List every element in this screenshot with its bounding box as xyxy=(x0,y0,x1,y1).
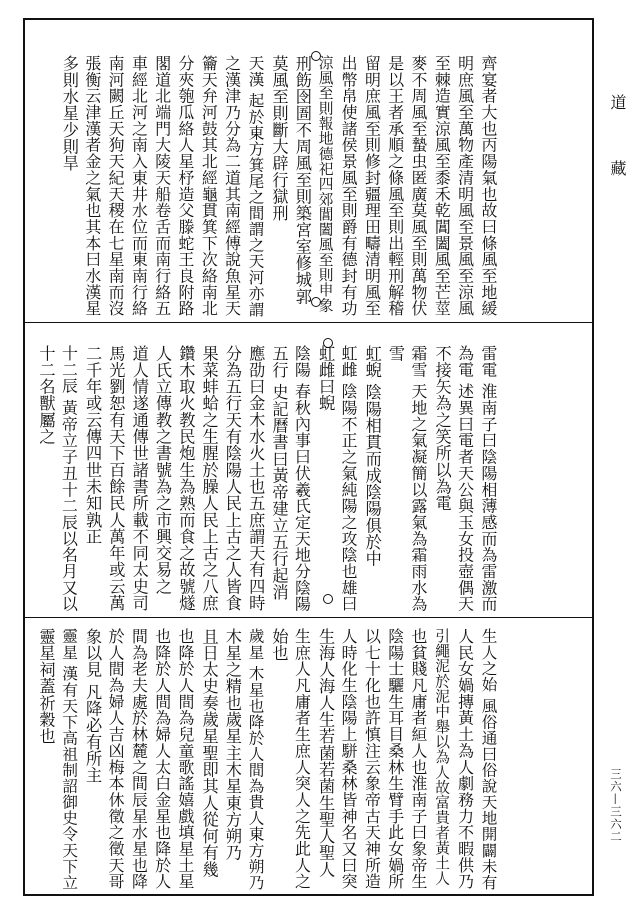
text-column: 馬光劉恕有天下百餘民人萬年或云萬 xyxy=(106,345,126,612)
text-column: 明庶風至萬物產清明風至景風至涼風 xyxy=(455,55,475,317)
text-column: 引繩泥於泥中舉以為人故富貴者黃土人 xyxy=(433,628,451,886)
text-column: 木星之精也歲星主木星東方朔乃 xyxy=(222,628,242,862)
text-column: 虹雌曰蜺 xyxy=(316,345,336,412)
text-column: 之漢津乃分為二道其南經傅說魚星天 xyxy=(222,55,242,317)
text-column: 天漢 起於東方箕尾之間謂之天河亦謂 xyxy=(246,55,265,318)
text-column: 虹蜺 陰陽相貫而成陰陽俱於中 xyxy=(362,345,382,568)
text-column: 刑飭囹圄不周風至則築宮室修城郭 xyxy=(292,55,312,305)
text-column: 生人之始 風俗通曰俗說天地開闢未有 xyxy=(479,628,498,891)
text-column: 十二辰 黃帝立子丑十二辰以名月又以 xyxy=(59,345,79,613)
text-column: 閣道北端門大陵天船卷舌而南行絡五 xyxy=(152,55,172,317)
text-column: 也降於人間為婦人太白金星也降於人 xyxy=(152,628,172,890)
text-column: 為電 述異曰電者天公與玉女投壺偶天 xyxy=(455,345,475,613)
text-column: 間為老夫處於林麓之間辰星水星也降 xyxy=(129,628,149,890)
text-column: 人民女媧摶黃土為人劇務力不暇供乃 xyxy=(455,628,475,890)
text-column: 麥不周風至蟄虫匿廣莫風至則萬物伏 xyxy=(409,55,428,317)
text-column: 於人間為婦人吉凶梅本休徵之徵天哥 xyxy=(106,628,126,890)
text-column: 多則水星少則旱 xyxy=(59,55,79,172)
section-divider-2 xyxy=(23,617,594,618)
text-column: 張衡云津漢者金之氣也其本曰水漢星 xyxy=(82,55,102,317)
text-column: 人氏立傳教之書號為之市興交易之 xyxy=(153,345,172,595)
text-column: 也貧賤凡庸者絙人也淮南子曰象帝生 xyxy=(409,628,428,890)
text-column: 雷電 淮南子曰陰陽相薄感而為雷激而 xyxy=(478,345,498,613)
text-column: 霜雪 天地之氣凝簡以露氣為霜雨水為 xyxy=(409,345,428,613)
text-column: 不接矢為之笑所以為電 xyxy=(432,345,452,512)
text-column: 五行 史記曆書曰黃帝建立五行起消 xyxy=(269,345,289,601)
text-column: 歲星 木星也降於人間為貴人東方朔乃 xyxy=(246,628,265,891)
text-column: 車經北河之南入東井水位而東南行絡 xyxy=(129,55,149,317)
text-column: 十二名獸屬之 xyxy=(36,345,56,445)
text-column: 且日太史奏歲星聖即其人從何有幾 xyxy=(199,628,219,878)
section-marker xyxy=(323,594,333,604)
text-column: 始也 xyxy=(269,628,289,662)
text-column: 象以見 凡降必有所主 xyxy=(83,628,103,784)
page-number: 三六—三六二 xyxy=(609,768,623,843)
section-divider-1 xyxy=(23,322,594,323)
text-column: 生庶人凡庸者生庶人突人之先此人之 xyxy=(292,628,312,890)
side-title-bottom: 藏 xyxy=(608,160,627,176)
text-column: 二千年或云傳四世未知孰正 xyxy=(83,345,103,545)
text-column: 也降於人間為兒童歌謠嬉戲填星土星 xyxy=(176,628,195,890)
text-column: 出幣帛使諸侯景風至則爵有德封有功 xyxy=(339,55,359,317)
text-column: 以七十化也許慎注云象帝古天神所造 xyxy=(362,628,382,890)
text-column: 靈星 漢有天下高祖制詔御史令天下立 xyxy=(60,628,79,891)
text-column: 應劭曰金木水火土也五庶謂天有四時 xyxy=(246,345,266,612)
text-column: 雪 xyxy=(386,345,405,362)
text-column: 陰陽士驪生耳目桑林生臂手此女媧所 xyxy=(385,628,405,890)
text-column: 鑽木取火教民炮生為熟而食之故號燧 xyxy=(176,345,196,612)
text-column: 人時化生陰陽上駢桑林皆神名又曰突 xyxy=(339,628,359,890)
text-column: 籥天弁河鼓其北經龜貫箕下次絡南北 xyxy=(199,55,219,317)
text-column: 涼風至則報地德祀四郊閶闔風至則申象 xyxy=(316,55,334,313)
text-column: 至棘造實涼風至黍禾乾閶闔風至芒莖 xyxy=(432,55,452,317)
text-column: 陰陽 春秋內事曰伏羲氏定天地分陰陽 xyxy=(292,345,312,613)
side-title-top: 道 xyxy=(608,94,627,110)
text-column: 果菜蚌蛤之生腥於臊人民上古之八庶 xyxy=(199,345,219,612)
text-column: 分夾匏瓜絡人星杼造父滕蛇王良附路 xyxy=(176,55,195,317)
text-column: 留明庶風至則修封疆理田疇清明風至 xyxy=(362,55,382,317)
text-column: 道人情遂通傳世諸書所載不同太史司 xyxy=(129,345,149,612)
text-column: 虹雌 陰陽不正之氣純陽之攻陰也雄曰 xyxy=(339,345,359,613)
text-column: 南河闕丘天狗天紀天稷在七星南而沒 xyxy=(106,55,126,317)
text-column: 靈星祠蓋祈穀也 xyxy=(36,628,56,745)
text-column: 分為五行天有陰陽人民上古之人皆食 xyxy=(222,345,242,612)
text-column: 生海人海人生若菌若菌生聖人聖人 xyxy=(316,628,336,878)
text-column: 莫風至則斷大辟行獄刑 xyxy=(269,55,289,222)
text-column: 齊宴者大也丙陽氣也故曰條風至地緩 xyxy=(478,55,498,317)
text-column: 是以王者承順之條風至則出輕刑解稽 xyxy=(385,55,405,317)
